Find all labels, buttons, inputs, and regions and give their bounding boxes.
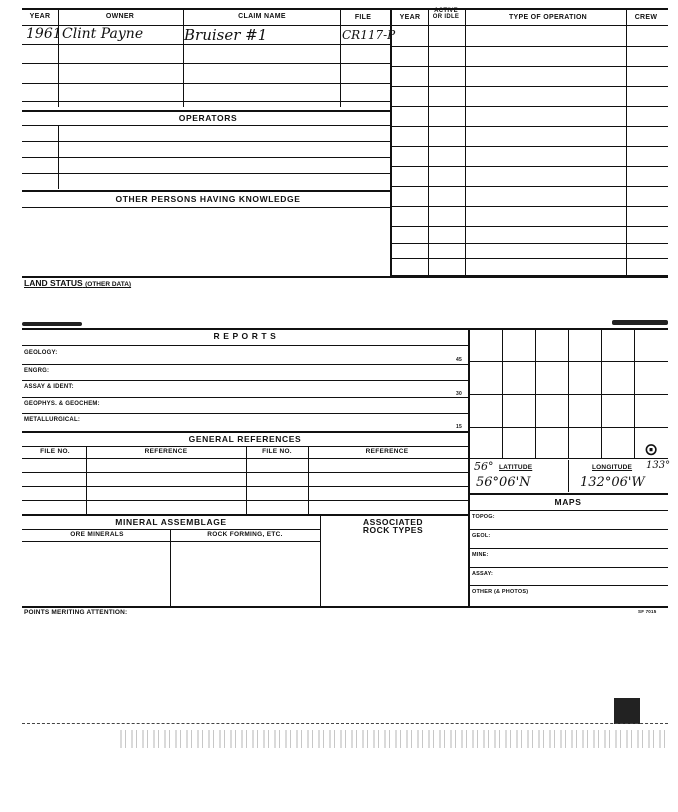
scan-block [614,698,640,724]
map-item-topog: TOPOG: [472,514,495,520]
map-row-line [468,567,668,568]
mineral-top-line [22,514,468,516]
reports-top-line [22,328,668,330]
report-label: GEOLOGY: [24,350,58,356]
owner-row-line [22,101,390,102]
header-claim-name: CLAIM NAME [238,13,286,20]
col-sep-owner [183,8,184,25]
map-item-assay: ASSAY: [472,571,494,577]
ref-col-sep [246,446,247,514]
header-or-idle-label: OR IDLE [432,13,460,20]
col-sep-active [465,8,466,276]
owner-row-line [22,63,390,64]
operators-heading: OPERATORS [178,113,238,123]
ops-row-line [390,106,668,107]
associated-label: ASSOCIATED [362,517,424,527]
entry-claim-name: Bruiser #1 [184,26,268,44]
header-active-label: ACTIVE [434,8,458,14]
longitude-label: LONGITUDE [592,464,633,471]
reports-heading: R E P O R T S [213,331,277,341]
header-type-of-operation: TYPE OF OPERATION [508,14,588,21]
map-row-line [468,529,668,530]
report-row-line [22,364,468,365]
other-persons-header-line [22,207,390,208]
grid-col-line [601,328,602,458]
associated-rock-types-heading [363,518,423,534]
report-row-line [22,413,468,414]
grid-left-border [468,328,470,606]
location-circle-mark: ⊙ [644,440,659,459]
general-refs-header-line [22,446,468,447]
report-label: GEOPHYS. & GEOCHEM: [24,401,100,407]
owner-col-sep [58,25,59,107]
report-label: METALLURGICAL: [24,417,81,423]
operators-col-sep [58,125,59,189]
general-references-heading: GENERAL REFERENCES [188,434,302,444]
entry-owner: Clint Payne [62,26,144,42]
mineral-col-sep [170,529,171,606]
map-item-mine: MINE: [472,552,489,558]
col-sep-claim [340,8,341,25]
report-number: 30 [456,391,462,397]
maps-top-line [468,493,668,495]
latitude-degree: 56° [474,460,494,473]
bottom-edge-line [22,723,668,724]
operators-row-line [22,141,390,142]
operators-row-line [22,173,390,174]
ref-header-reference-2: REFERENCE [365,448,409,455]
entry-year: 1961 [26,26,62,42]
ref-col-sep [308,446,309,514]
grid-row-line [468,394,668,395]
scan-noise-band [120,730,668,748]
land-status-sublabel: (OTHER DATA) [85,281,132,288]
grid-row-line [468,427,668,428]
ops-row-line [390,226,668,227]
owner-row-line [22,44,390,45]
mineral-assemblage-heading: MINERAL ASSEMBLAGE [115,517,227,527]
ref-row-line [22,458,468,459]
mineral-col-sep [320,514,321,606]
grid-col-line [502,328,503,458]
header-year: YEAR [29,13,51,20]
other-persons-heading: OTHER PERSONS HAVING KNOWLEDGE [115,194,301,204]
ops-row-line [390,86,668,87]
ops-row-line [390,186,668,187]
grid-col-line [535,328,536,458]
grid-col-line [568,328,569,458]
ops-row-line [390,258,668,259]
top-border [22,8,668,10]
header-year-2: YEAR [399,14,421,21]
report-row-line [22,380,468,381]
ops-row-line [390,243,668,244]
points-top-line [22,606,668,608]
col-sep-year2 [428,8,429,276]
longitude-value: 132°06'W [580,475,645,490]
rock-forming-header: ROCK FORMING, ETC. [207,531,283,538]
points-meriting-attention-heading: POINTS MERITING ATTENTION: [24,609,128,616]
operators-header-line [22,125,390,126]
land-status-heading [24,278,131,288]
ref-header-file-no: FILE NO. [40,448,70,455]
header-file: FILE [354,14,372,21]
grid-row-line [468,458,668,459]
ops-row-line [390,166,668,167]
operators-top-line [22,110,390,112]
general-refs-top-line [22,431,468,433]
header-crew: CREW [634,14,658,21]
grid-row-line [468,361,668,362]
operators-row-line [22,157,390,158]
report-label: ENGRG: [24,368,50,374]
ore-minerals-header: ORE MINERALS [70,531,124,538]
longitude-degree: 133° [646,460,671,471]
owner-col-sep [340,25,341,107]
header-owner: OWNER [105,13,135,20]
col-sep-left-right [390,8,392,276]
ops-row-line [390,46,668,47]
ref-row-line [22,500,468,501]
reports-header-line [22,345,468,346]
ops-row-line [390,126,668,127]
grid-col-line [634,328,635,458]
other-persons-top-line [22,190,390,192]
scan-smudge [22,322,82,326]
form-number: SF 7015 [638,609,657,614]
map-row-line [468,585,668,586]
col-sep-year [58,8,59,25]
ref-col-sep [86,446,87,514]
owner-col-sep [183,25,184,107]
map-item-other: OTHER (& PHOTOS) [472,589,529,595]
scan-smudge [612,320,668,325]
map-item-geol: GEOL: [472,533,491,539]
header-active-or-idle [433,9,459,20]
maps-heading: MAPS [554,497,582,507]
land-status-label: LAND STATUS [24,278,83,288]
report-row-line [22,397,468,398]
mineral-subheader-line [22,529,320,530]
report-label: ASSAY & IDENT: [24,384,74,390]
ops-row-line [390,146,668,147]
ref-header-file-no-2: FILE NO. [262,448,292,455]
report-number: 15 [456,424,462,430]
maps-header-line [468,510,668,511]
report-number: 45 [456,357,462,363]
lat-lon-sep [568,460,569,492]
rock-types-label: ROCK TYPES [362,525,424,536]
ops-row-line [390,206,668,207]
ref-header-reference: REFERENCE [144,448,188,455]
ref-row-line [22,472,468,473]
map-row-line [468,548,668,549]
entry-file: CR117-P [342,28,396,42]
latitude-label: LATITUDE [499,464,533,471]
ref-row-line [22,486,468,487]
ops-row-line [390,66,668,67]
mineral-header-bottom-line [22,541,320,542]
col-sep-type [626,8,627,276]
latitude-value: 56°06'N [476,475,531,490]
owner-row-line [22,83,390,84]
